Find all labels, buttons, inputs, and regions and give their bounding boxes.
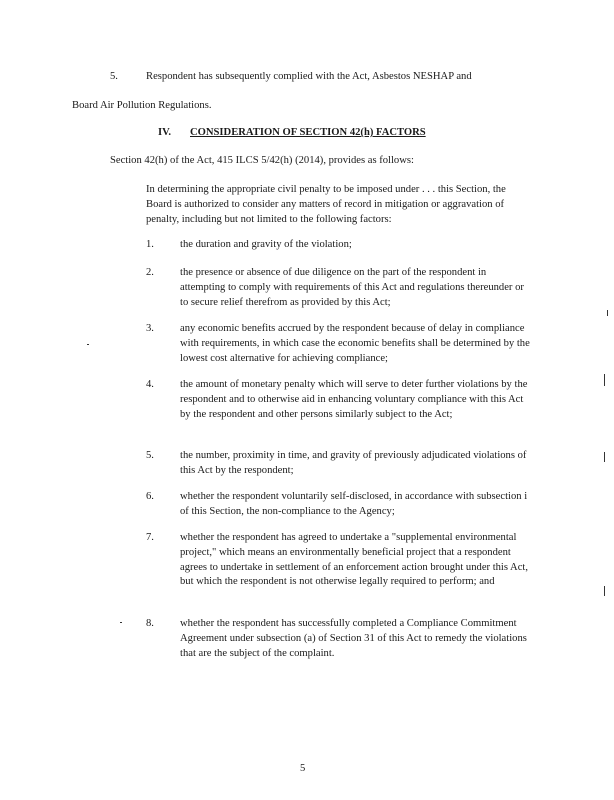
factor-number: 2. bbox=[146, 267, 154, 278]
scan-mark bbox=[87, 344, 89, 345]
section-heading bbox=[158, 126, 426, 141]
scan-mark bbox=[604, 586, 605, 596]
factor-text: the number, proximity in time, and gravity of previously adjudicated violations of this Act by the respondent; bbox=[180, 450, 527, 476]
intro-paragraph: Section 42(h) of the Act, 415 ILCS 5/42(h) (2014), provides as follows: bbox=[110, 155, 414, 166]
factor-number: 5. bbox=[146, 450, 154, 461]
factor-number: 6. bbox=[146, 491, 154, 502]
section-number: IV. bbox=[158, 127, 172, 138]
factor-number: 8. bbox=[146, 618, 154, 629]
scan-mark bbox=[604, 452, 605, 462]
factor-number: 7. bbox=[146, 532, 154, 543]
factor-text: the duration and gravity of the violation; bbox=[180, 239, 352, 250]
factor-number: 3. bbox=[146, 323, 154, 334]
paragraph-text: Respondent has subsequently complied with the Act, Asbestos NESHAP and bbox=[146, 71, 472, 82]
factor-text: any economic benefits accrued by the respondent because of delay in compliance with requirements, in which case the economic benefits shall be determined by the lowest cost alternative for achieving compliance; bbox=[180, 323, 530, 364]
paragraph-number: 5. bbox=[110, 71, 118, 82]
scan-mark bbox=[120, 622, 122, 623]
factor-text: whether the respondent has agreed to undertake a "supplemental environmental project," which means an environmentally beneficial project that a respondent agrees to undertake in settlement of an enforcement action brought under this Act, but which the respondent is not otherwise legally required to perform; and bbox=[180, 532, 529, 588]
factor-text: the presence or absence of due diligence on the part of the respondent in attempting to comply with requirements of this Act and regulations thereunder or to secure relief therefrom as provided by this Act; bbox=[180, 267, 524, 308]
scan-mark bbox=[604, 374, 605, 386]
factor-number: 4. bbox=[146, 379, 154, 390]
page-number: 5 bbox=[300, 763, 306, 774]
factor-number: 1. bbox=[146, 239, 154, 250]
block-quote: In determining the appropriate civil penalty to be imposed under . . . this Section, the Board is authorized to consider any matters of record in mitigation or aggravation of penalty, including but not limited to the following factors: bbox=[146, 184, 506, 225]
factor-text: the amount of monetary penalty which will serve to deter further violations by the respondent and to otherwise aid in enhancing voluntary compliance with this Act by the respondent and other persons similarly subject to the Act; bbox=[180, 379, 528, 420]
scan-mark bbox=[607, 310, 608, 316]
section-title: CONSIDERATION OF SECTION 42(h) FACTORS bbox=[190, 127, 426, 138]
factor-text: whether the respondent has successfully completed a Compliance Commitment Agreement under subsection (a) of Section 31 of this Act to remedy the violations that are the subject of the complaint. bbox=[180, 618, 527, 659]
paragraph-text-continued: Board Air Pollution Regulations. bbox=[72, 100, 212, 111]
factor-text: whether the respondent voluntarily self-disclosed, in accordance with subsection i of this Section, the non-compliance to the Agency; bbox=[180, 491, 528, 517]
